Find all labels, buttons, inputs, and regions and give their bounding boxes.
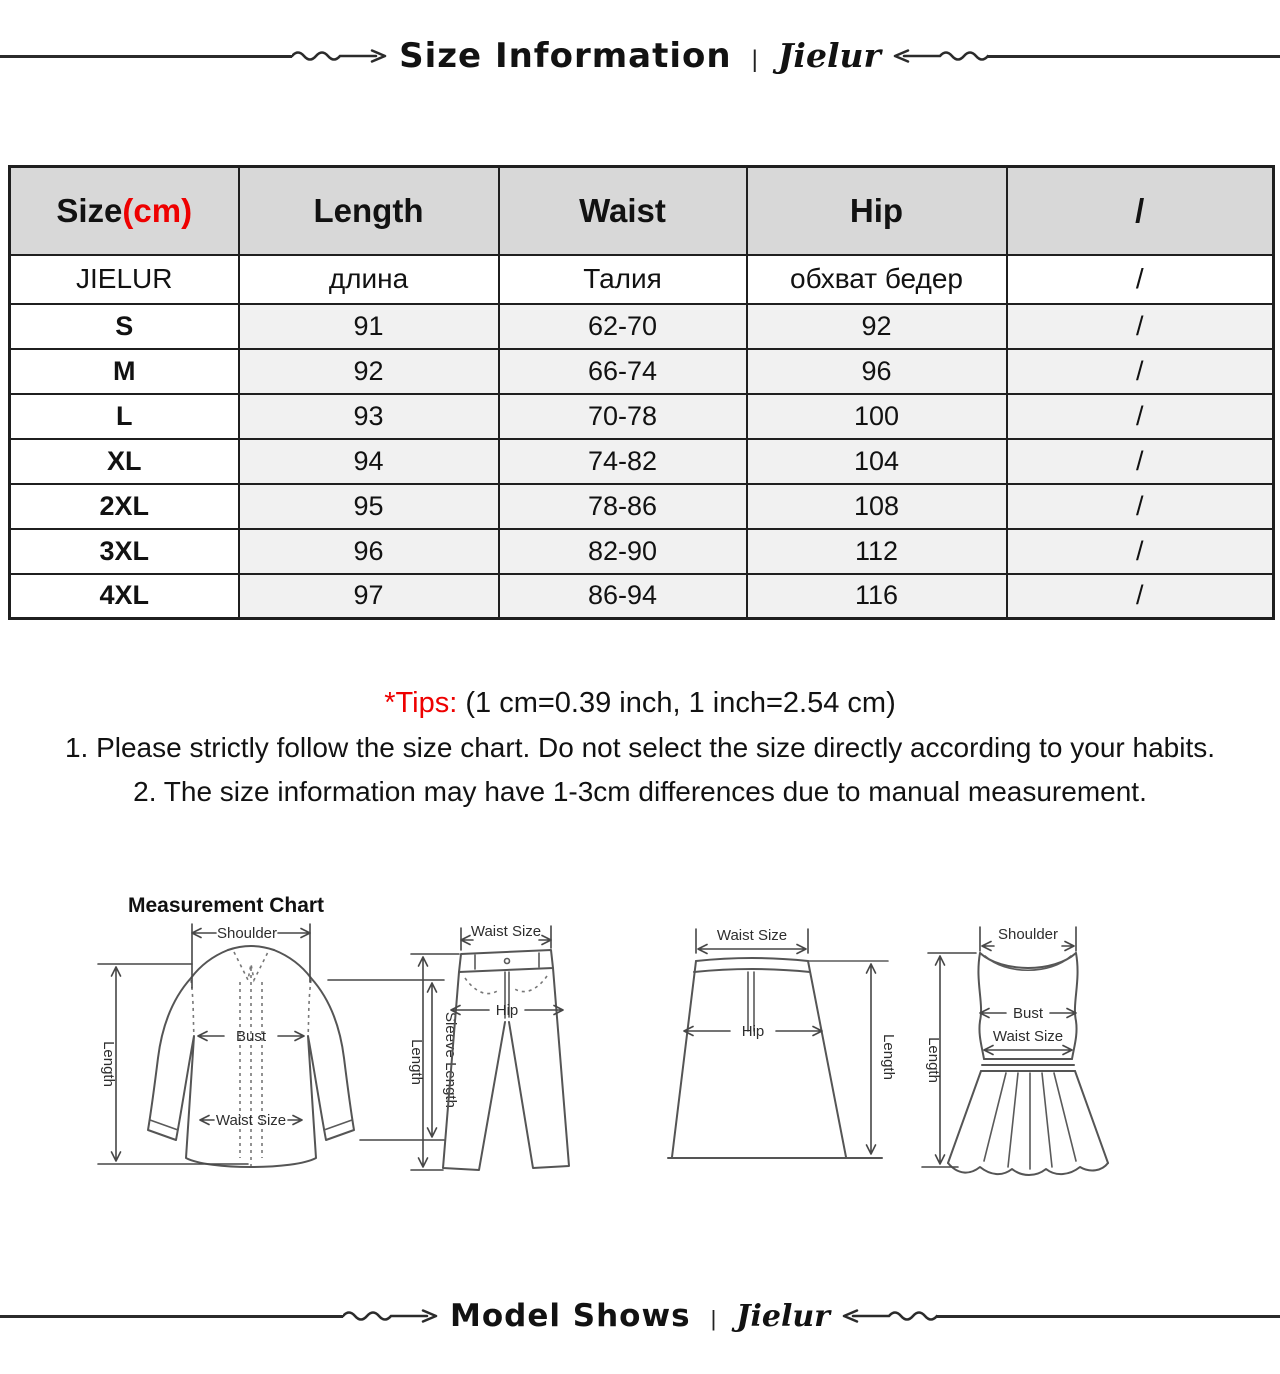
tips-label: *Tips:	[384, 687, 458, 719]
dress-length-label: Length	[925, 1037, 942, 1083]
size-unit: (cm)	[122, 191, 193, 229]
header-divider: |	[751, 46, 758, 73]
table-header-row	[10, 167, 1274, 255]
length-cell: 97	[239, 574, 499, 619]
table-row	[10, 439, 1274, 484]
measurement-chart-title: Measurement Chart	[128, 894, 325, 917]
pants-diagram-icon	[403, 920, 588, 1188]
size-cell: 4XL	[10, 574, 239, 619]
subheader-extra: /	[1007, 255, 1274, 304]
length-cell: 91	[239, 304, 499, 349]
length-cell: 96	[239, 529, 499, 574]
size-cell: L	[10, 394, 239, 439]
extra-cell: /	[1007, 574, 1274, 619]
extra-cell: /	[1007, 529, 1274, 574]
pants-length-label: Length	[408, 1039, 425, 1085]
size-cell: XL	[10, 439, 239, 484]
skirt-waist-label: Waist Size	[716, 927, 788, 944]
length-cell: 92	[239, 349, 499, 394]
hip-cell: 112	[747, 529, 1007, 574]
measurement-chart-section	[0, 860, 1280, 1250]
footer-text	[438, 1298, 842, 1334]
dress-diagram-icon	[918, 923, 1153, 1185]
shirt-shoulder-label: Shoulder	[216, 925, 278, 942]
waist-cell: 78-86	[499, 484, 747, 529]
hip-cell: 100	[747, 394, 1007, 439]
footer-title: Model Shows	[450, 1298, 691, 1334]
pants-hip-label: Hip	[495, 1002, 519, 1019]
waist-cell: 86-94	[499, 574, 747, 619]
subheader-hip: обхват бедер	[747, 255, 1007, 304]
size-cell: M	[10, 349, 239, 394]
waist-cell: 66-74	[499, 349, 747, 394]
table-row	[10, 304, 1274, 349]
skirt-diagram-icon	[668, 925, 897, 1173]
length-cell: 94	[239, 439, 499, 484]
tips-conversion: (1 cm=0.39 inch, 1 inch=2.54 cm)	[457, 687, 896, 719]
footer-banner	[0, 1272, 1280, 1360]
squiggle-arrow-right-icon	[343, 1305, 438, 1327]
col-header-hip: Hip	[747, 167, 1007, 255]
header-left-rule	[0, 55, 292, 58]
dress-diagram	[918, 923, 1153, 1185]
table-subheader-row	[10, 255, 1274, 304]
skirt-hip-label: Hip	[741, 1023, 765, 1040]
waist-cell: 74-82	[499, 439, 747, 484]
size-table	[8, 165, 1275, 620]
shirt-bust-label: Bust	[235, 1028, 267, 1045]
header-right-rule	[988, 55, 1280, 58]
dress-waist-label: Waist Size	[992, 1028, 1064, 1045]
size-label: Size	[56, 191, 123, 229]
size-cell: 2XL	[10, 484, 239, 529]
header-text	[387, 36, 893, 76]
dress-shoulder-label: Shoulder	[997, 926, 1059, 943]
tips-note-1: 1. Please strictly follow the size chart. Do not select the size directly according to your habits.	[64, 732, 1216, 763]
size-cell: 3XL	[10, 529, 239, 574]
length-cell: 95	[239, 484, 499, 529]
skirt-diagram	[668, 925, 897, 1173]
tips-conversion-line	[0, 681, 1280, 726]
size-cell: S	[10, 304, 239, 349]
brand-name: Jielur	[777, 36, 881, 75]
tips-section	[0, 681, 1280, 814]
footer-right-rule	[937, 1315, 1280, 1318]
subheader-brand: JIELUR	[10, 255, 239, 304]
dress-bust-label: Bust	[1012, 1005, 1044, 1022]
subheader-length: длина	[239, 255, 499, 304]
squiggle-arrow-left-icon	[842, 1305, 937, 1327]
waist-cell: 62-70	[499, 304, 747, 349]
length-cell: 93	[239, 394, 499, 439]
table-row	[10, 394, 1274, 439]
page-title: Size Information	[399, 36, 732, 76]
col-header-waist: Waist	[499, 167, 747, 255]
col-header-size	[10, 167, 239, 255]
extra-cell: /	[1007, 394, 1274, 439]
hip-cell: 96	[747, 349, 1007, 394]
extra-cell: /	[1007, 439, 1274, 484]
hip-cell: 116	[747, 574, 1007, 619]
col-header-length: Length	[239, 167, 499, 255]
shirt-sleeve-label: Sleeve Length	[442, 1012, 459, 1108]
table-row	[10, 484, 1274, 529]
col-header-extra: /	[1007, 167, 1274, 255]
skirt-length-label: Length	[880, 1034, 897, 1080]
table-row	[10, 574, 1274, 619]
header-banner	[0, 0, 1280, 112]
hip-cell: 108	[747, 484, 1007, 529]
extra-cell: /	[1007, 304, 1274, 349]
table-row	[10, 349, 1274, 394]
extra-cell: /	[1007, 349, 1274, 394]
hip-cell: 104	[747, 439, 1007, 484]
table-row	[10, 529, 1274, 574]
footer-left-rule	[0, 1315, 343, 1318]
shirt-waist-label: Waist Size	[215, 1112, 287, 1129]
waist-cell: 82-90	[499, 529, 747, 574]
subheader-waist: Талия	[499, 255, 747, 304]
hip-cell: 92	[747, 304, 1007, 349]
squiggle-arrow-left-icon	[893, 45, 988, 67]
squiggle-arrow-right-icon	[292, 45, 387, 67]
pants-diagram	[403, 920, 588, 1188]
pants-waist-label: Waist Size	[470, 923, 542, 940]
footer-divider: |	[710, 1306, 717, 1331]
shirt-length-label: Length	[100, 1041, 117, 1087]
waist-cell: 70-78	[499, 394, 747, 439]
extra-cell: /	[1007, 484, 1274, 529]
tips-note-2: 2. The size information may have 1-3cm differences due to manual measurement.	[133, 776, 1147, 807]
size-table-section	[8, 165, 1275, 620]
footer-brand-name: Jielur	[736, 1299, 830, 1334]
